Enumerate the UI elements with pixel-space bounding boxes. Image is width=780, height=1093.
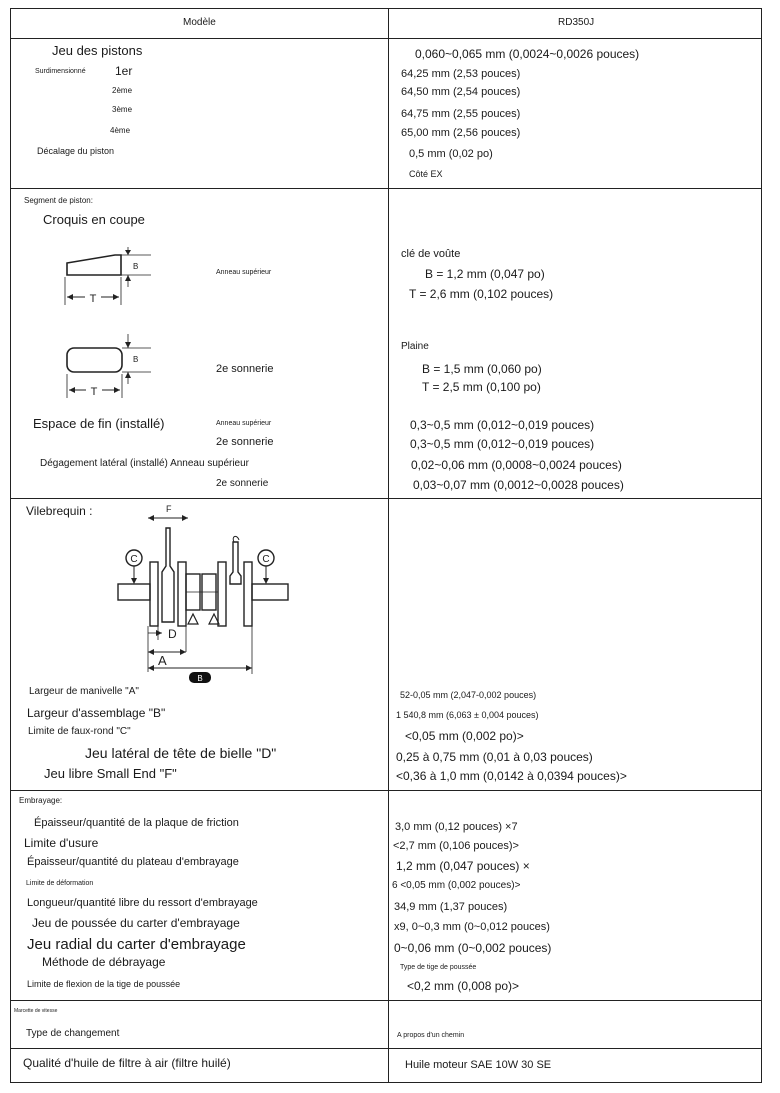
clutch-plate-label: Épaisseur/quantité du plateau d'embrayage [27, 856, 239, 868]
row-divider [10, 188, 762, 189]
shifter-section-label: Marcette de vitesse [14, 1008, 58, 1014]
crank-b-mark: B [197, 674, 203, 683]
crank-a-mark: A [158, 653, 167, 668]
piston-offset-value: 0,5 mm (0,02 po) [409, 148, 493, 160]
crank-c-left-mark: C [130, 554, 138, 565]
big-end-value: 0,25 à 0,75 mm (0,01 à 0,03 pouces) [396, 750, 593, 764]
clutch-section-label: Embrayage: [19, 796, 63, 805]
top-ring-t-mark: T [89, 293, 97, 305]
column-divider [388, 8, 389, 1083]
side-clearance-label: Dégagement latéral (installé) Anneau supérieur [40, 458, 250, 469]
ring-section-label: Segment de piston: [24, 196, 93, 205]
second-ring-t-mark: T [90, 386, 98, 398]
runout-value: <0,05 mm (0,002 po)> [405, 729, 524, 743]
oversize-2-label: 2ème [112, 86, 133, 95]
oversize-4-value: 65,00 mm (2,56 pouces) [401, 127, 521, 139]
row-divider [10, 790, 762, 791]
end-gap-second-label: 2e sonnerie [216, 436, 274, 448]
side-clearance-second-label: 2e sonnerie [216, 478, 269, 489]
warp-limit-value: 6 <0,05 mm (0,002 pouces)> [392, 880, 521, 891]
air-filter-oil-label: Qualité d'huile de filtre à air (filtre huilé) [23, 1056, 231, 1070]
shift-type-value: A propos d'un chemin [397, 1032, 465, 1039]
release-method-value: Type de tige de poussée [400, 964, 477, 971]
oversize-label: Surdimensionné [35, 68, 86, 75]
oversize-3-label: 3ème [112, 105, 133, 114]
oversize-1-label: 1er [115, 64, 133, 78]
side-clearance-second-value: 0,03~0,07 mm (0,0012~0,0028 pouces) [413, 478, 624, 492]
push-rod-value: <0,2 mm (0,008 po)> [407, 979, 520, 993]
top-ring-diagram [55, 245, 155, 305]
second-ring-b-value: B = 1,5 mm (0,060 po) [422, 362, 542, 376]
assembly-width-label: Largeur d'assemblage "B" [27, 706, 166, 720]
warp-limit-label: Limite de déformation [26, 880, 94, 887]
radial-play-value: 0~0,06 mm (0~0,002 pouces) [394, 941, 552, 955]
crank-c-right-mark: C [262, 554, 270, 565]
spring-length-value: 34,9 mm (1,37 pouces) [394, 901, 508, 913]
piston-offset-label: Décalage du piston [37, 146, 115, 156]
row-divider [10, 1000, 762, 1001]
oversize-3-value: 64,75 mm (2,55 pouces) [401, 108, 521, 120]
row-divider [10, 1048, 762, 1049]
oversize-4-label: 4ème [110, 126, 131, 135]
thrust-play-value: x9, 0~0,3 mm (0~0,012 pouces) [394, 921, 550, 933]
assembly-width-value: 1 540,8 mm (6,063 ± 0,004 pouces) [396, 710, 539, 720]
clutch-plate-value: 1,2 mm (0,047 pouces) × [396, 859, 530, 873]
end-gap-label: Espace de fin (installé) [33, 416, 165, 431]
friction-plate-label: Épaisseur/quantité de la plaque de friction [34, 817, 239, 829]
side-clearance-top-value: 0,02~0,06 mm (0,0008~0,0024 pouces) [411, 458, 622, 472]
second-ring-t-value: T = 2,5 mm (0,100 po) [422, 380, 541, 394]
small-end-value: <0,36 à 1,0 mm (0,0142 à 0,0394 pouces)> [396, 769, 627, 783]
model-value: RD350J [558, 17, 595, 28]
crank-width-value: 52-0,05 mm (2,047-0,002 pouces) [400, 690, 537, 700]
wear-limit-value: <2,7 mm (0,106 pouces)> [393, 840, 519, 852]
row-divider [10, 498, 762, 499]
piston-clearance-value: 0,060~0,065 mm (0,0024~0,0026 pouces) [415, 47, 640, 61]
small-end-label: Jeu libre Small End "F" [44, 766, 177, 781]
oversize-1-value: 64,25 mm (2,53 pouces) [401, 68, 521, 80]
model-label: Modèle [183, 17, 216, 28]
crank-d-mark: D [168, 627, 177, 641]
crankshaft-section-label: Vilebrequin : [26, 504, 93, 518]
second-ring-diagram [55, 330, 155, 400]
piston-clearance-label: Jeu des pistons [52, 43, 143, 58]
runout-label: Limite de faux-rond "C" [28, 726, 131, 737]
push-rod-label: Limite de flexion de la tige de poussée [27, 979, 181, 989]
end-gap-top-value: 0,3~0,5 mm (0,012~0,019 pouces) [410, 418, 595, 432]
crankshaft-diagram [118, 502, 288, 687]
second-ring-b-mark: B [133, 355, 139, 364]
big-end-label: Jeu latéral de tête de bielle "D" [85, 745, 277, 761]
end-gap-second-value: 0,3~0,5 mm (0,012~0,019 pouces) [410, 437, 595, 451]
shift-type-label: Type de changement [26, 1028, 120, 1039]
top-ring-label: Anneau supérieur [216, 269, 272, 276]
oversize-2-value: 64,50 mm (2,54 pouces) [401, 86, 521, 98]
row-divider [10, 38, 762, 39]
top-ring-b-mark: B [133, 262, 139, 271]
spring-length-label: Longueur/quantité libre du ressort d'embrayage [27, 897, 258, 909]
crank-width-label: Largeur de manivelle "A" [29, 686, 139, 697]
crank-f-mark: F [166, 504, 172, 514]
piston-offset-side: Côté EX [409, 169, 443, 179]
air-filter-oil-value: Huile moteur SAE 10W 30 SE [405, 1059, 552, 1071]
release-method-label: Méthode de débrayage [42, 955, 166, 969]
top-ring-b-value: B = 1,2 mm (0,047 po) [425, 267, 545, 281]
radial-play-label: Jeu radial du carter d'embrayage [27, 936, 246, 953]
top-ring-t-value: T = 2,6 mm (0,102 pouces) [409, 287, 554, 301]
wear-limit-label: Limite d'usure [24, 836, 99, 850]
second-ring-type: Plaine [401, 341, 429, 352]
second-ring-label: 2e sonnerie [216, 363, 274, 375]
friction-plate-value: 3,0 mm (0,12 pouces) ×7 [395, 821, 518, 833]
top-ring-type: clé de voûte [401, 248, 461, 260]
cross-section-label: Croquis en coupe [43, 212, 145, 227]
end-gap-top-label: Anneau supérieur [216, 420, 272, 427]
thrust-play-label: Jeu de poussée du carter d'embrayage [32, 916, 240, 930]
